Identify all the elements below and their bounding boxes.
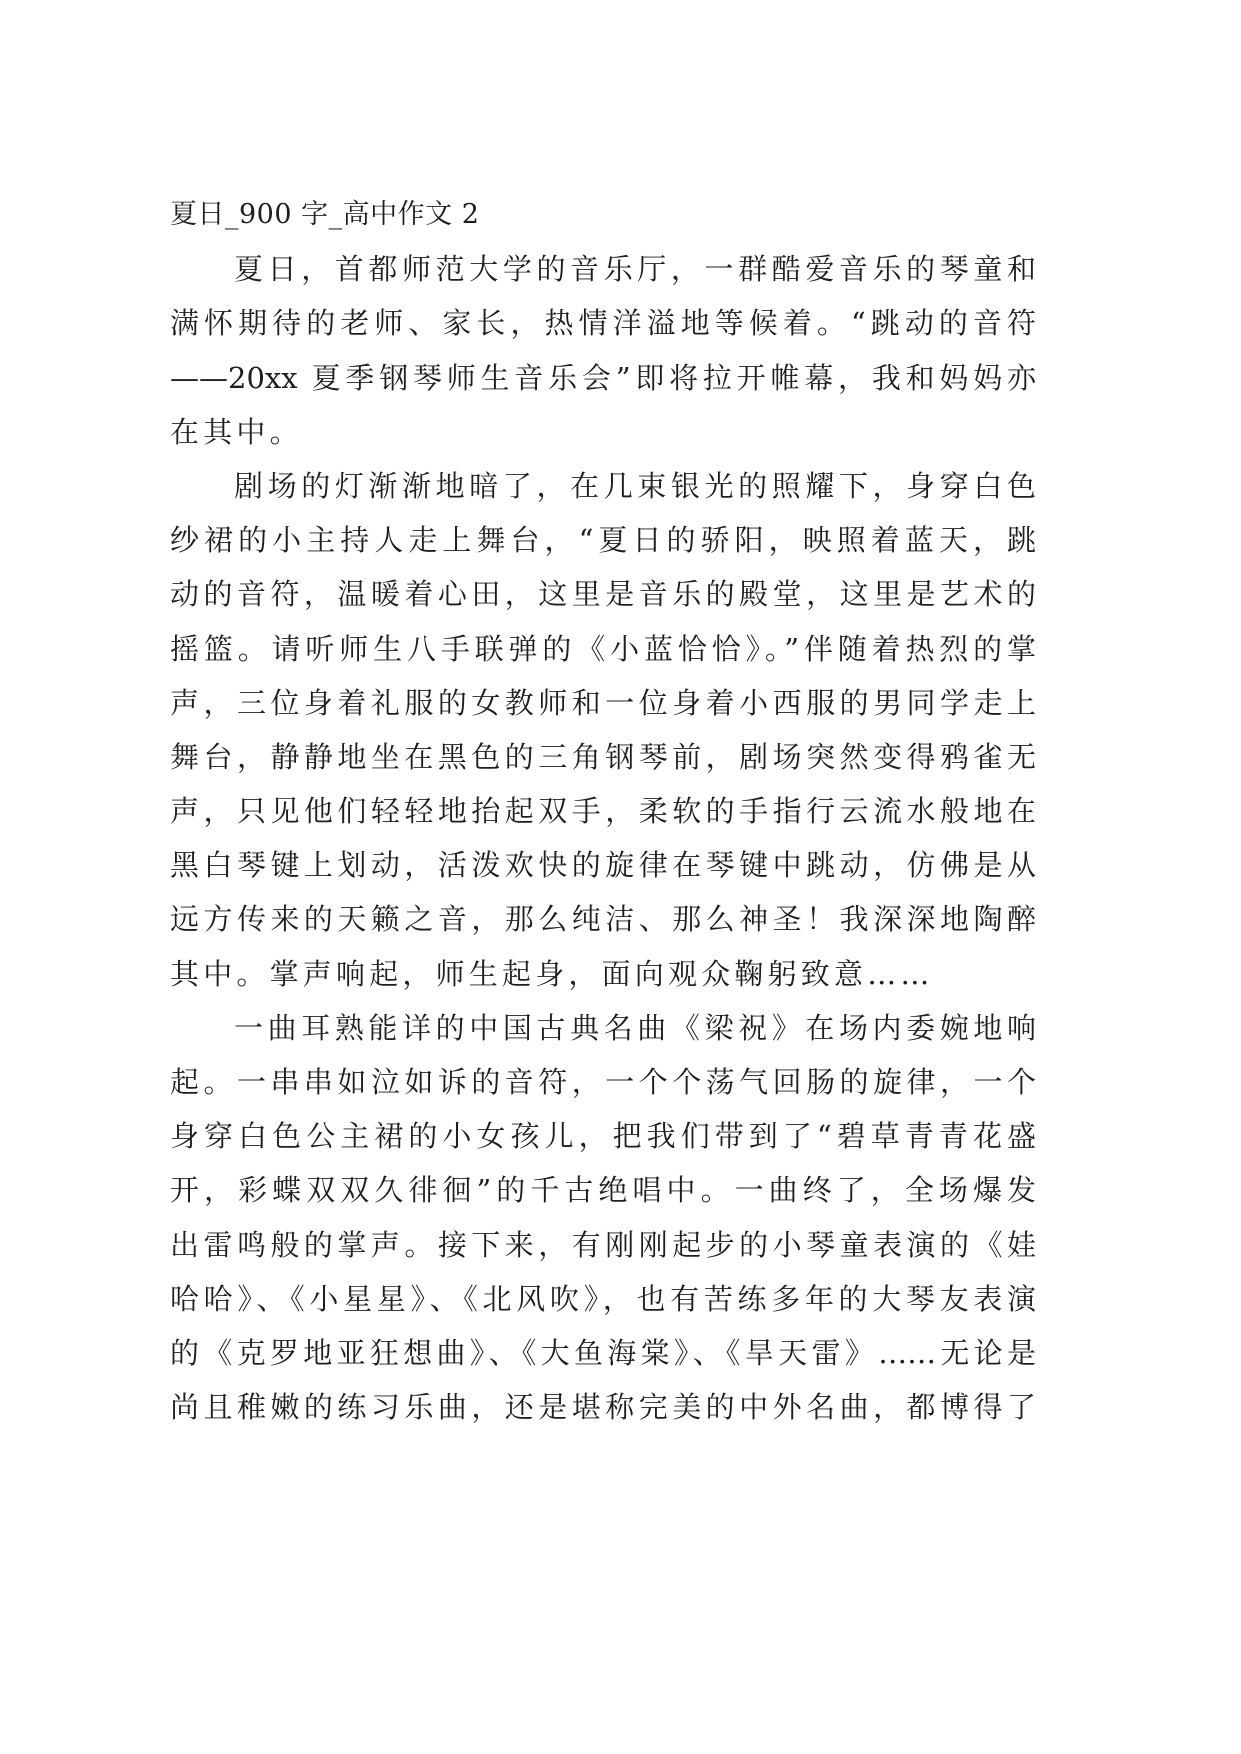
text-line: 远方传来的天籁之音，那么纯洁、那么神圣！我深深地陶醉 <box>170 902 1036 937</box>
text-line: 起。一串串如泣如诉的音符，一个个荡气回肠的旋律，一个 <box>170 1065 1036 1099</box>
text-line: 尚且稚嫩的练习乐曲，还是堪称完美的中外名曲，都博得了 <box>170 1390 1036 1425</box>
text-line: 夏日，首都师范大学的音乐厅，一群酷爱音乐的琴童和 <box>234 252 1036 287</box>
text-line: 其中。掌声响起，师生起身，面向观众鞠躬致意…… <box>170 956 934 991</box>
text-line: 身穿白色公主裙的小女孩儿，把我们带到了“碧草青青花盛 <box>170 1119 1036 1154</box>
text-line: 开，彩蝶双双久徘徊”的千古绝唱中。一曲终了，全场爆发 <box>170 1173 1036 1208</box>
text-line: 声，只见他们轻轻地抬起双手，柔软的手指行云流水般地在 <box>170 794 1036 829</box>
text-line: 黑白琴键上划动，活泼欢快的旋律在琴键中跳动，仿佛是从 <box>170 848 1036 883</box>
text-line: 舞台，静静地坐在黑色的三角钢琴前，剧场突然变得鸦雀无 <box>170 739 1036 774</box>
text-line: 剧场的灯渐渐地暗了，在几束银光的照耀下，身穿白色 <box>234 468 1036 503</box>
paragraph-1 <box>170 242 1036 459</box>
text-line: 在其中。 <box>170 414 303 449</box>
paragraph-2 <box>170 459 1036 1001</box>
document-body <box>170 188 1036 1434</box>
text-line: 的《克罗地亚狂想曲》、《大鱼海棠》、《旱天雷》……无论是 <box>170 1335 1036 1370</box>
document-title: 夏日_900 字_高中作文 2 <box>170 199 480 230</box>
paragraph-3 <box>170 1001 1036 1435</box>
text-line: 出雷鸣般的掌声。接下来，有刚刚起步的小琴童表演的《娃 <box>170 1227 1036 1262</box>
text-line: 纱裙的小主持人走上舞台，“夏日的骄阳，映照着蓝天，跳 <box>170 523 1036 558</box>
text-line: 哈哈》、《小星星》、《北风吹》，也有苦练多年的大琴友表演 <box>170 1281 1036 1316</box>
text-line: 动的音符，温暖着心田，这里是音乐的殿堂，这里是艺术的 <box>170 577 1036 612</box>
text-line: 摇篮。请听师生八手联弹的《小蓝恰恰》。”伴随着热烈的掌 <box>170 631 1036 666</box>
text-line: 满怀期待的老师、家长，热情洋溢地等候着。“跳动的音符 <box>170 306 1036 341</box>
text-line: 声，三位身着礼服的女教师和一位身着小西服的男同学走上 <box>170 685 1036 720</box>
text-line: 一曲耳熟能详的中国古典名曲《梁祝》在场内委婉地响 <box>234 1010 1036 1045</box>
text-line: ——20xx 夏季钢琴师生音乐会”即将拉开帷幕，我和妈妈亦 <box>170 360 1036 395</box>
